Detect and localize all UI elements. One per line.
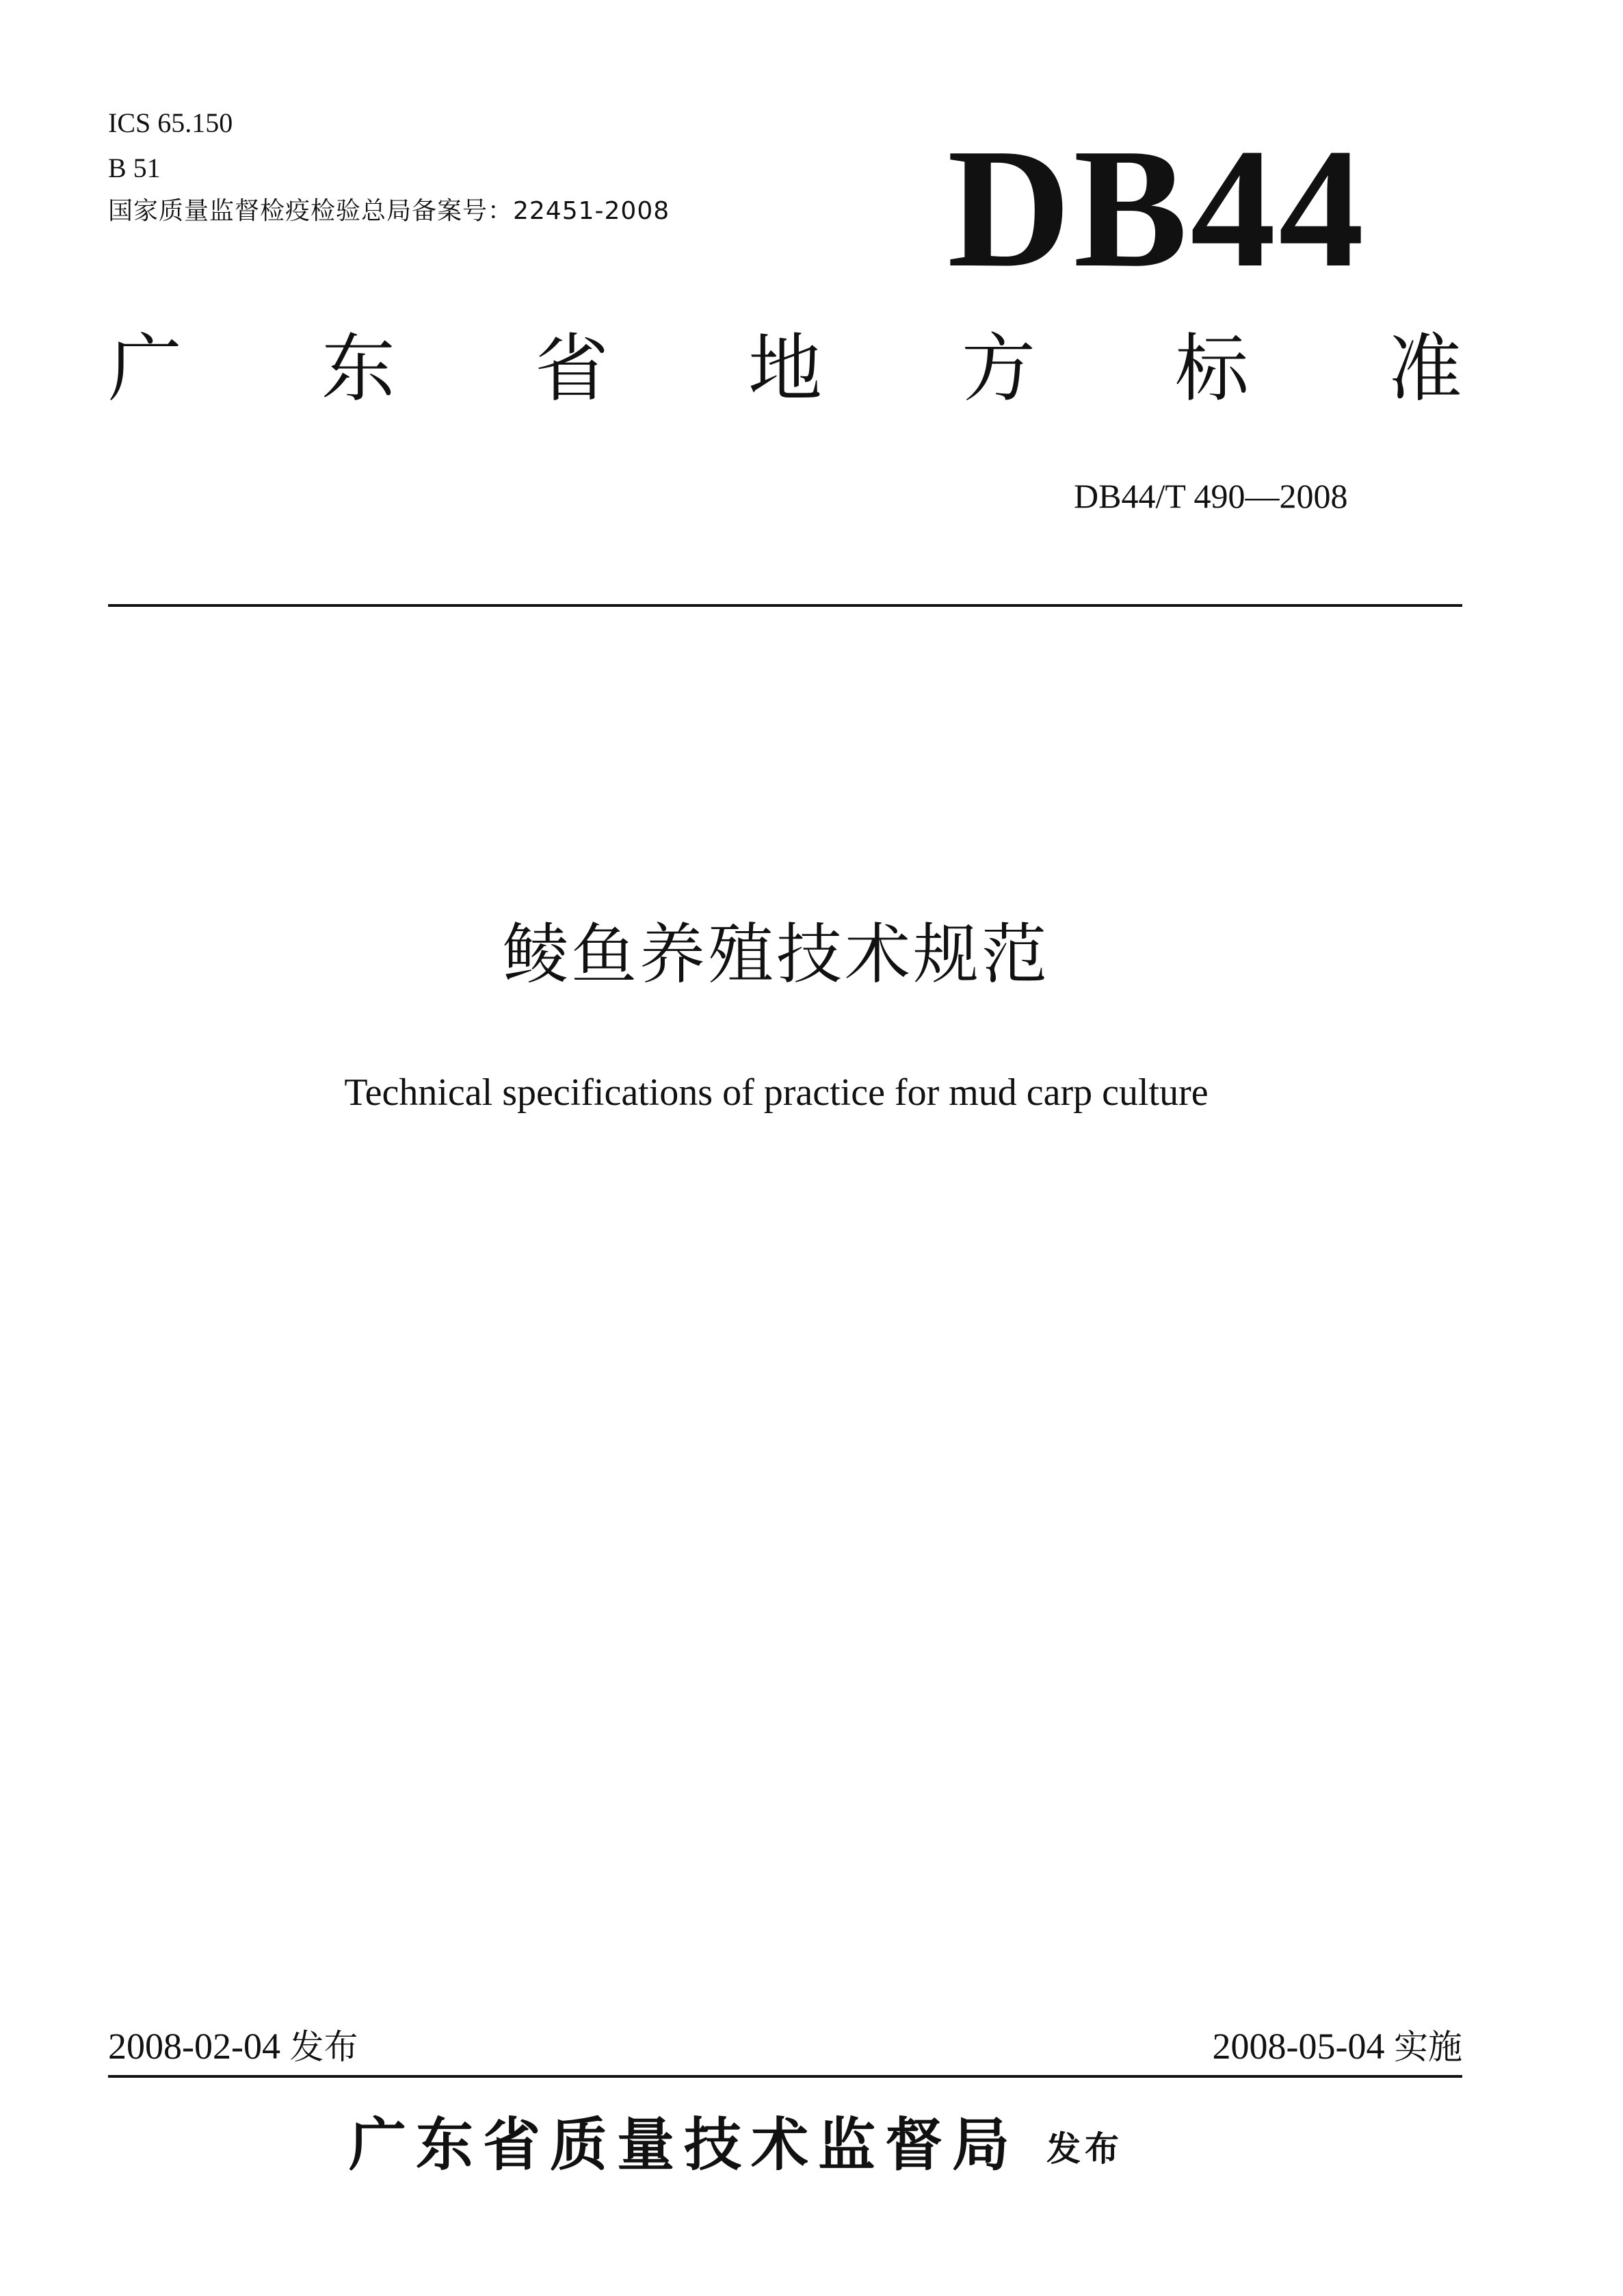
standard-number: DB44/T 490—2008 — [1074, 477, 1348, 515]
document-title-en: Technical specifications of practice for mud carp culture — [344, 1071, 1209, 1114]
issue-date — [108, 2024, 358, 2070]
standard-type-char: 准 — [1388, 326, 1462, 412]
standard-type-char: 方 — [961, 326, 1035, 412]
document-title-cn: 鲮鱼养殖技术规范 — [503, 916, 1050, 993]
standard-type-char: 地 — [748, 326, 822, 412]
record-number: 国家质量监督检疫检验总局备案号：22451-2008 — [108, 197, 670, 225]
standard-type-char: 东 — [321, 326, 395, 412]
ics-code: ICS 65.150 — [108, 107, 233, 138]
ccs-code: B 51 — [108, 153, 161, 183]
publisher-name: 广东省质量技术监督局 — [349, 2111, 1020, 2178]
issue-date-label: 发布 — [289, 2027, 358, 2067]
standard-type-heading — [108, 322, 1462, 417]
standard-type-char: 标 — [1174, 326, 1249, 412]
standard-mark: DB44 — [947, 114, 1367, 303]
issue-date-value: 2008-02-04 — [108, 2026, 280, 2067]
implementation-date-label: 实施 — [1394, 2027, 1462, 2067]
standard-type-char: 省 — [534, 326, 609, 412]
implementation-date-value: 2008-05-04 — [1212, 2026, 1385, 2067]
implementation-date — [1213, 2024, 1462, 2070]
standard-type-char: 广 — [108, 326, 183, 412]
publisher — [349, 2107, 1123, 2187]
top-divider — [108, 604, 1462, 607]
publisher-suffix: 发布 — [1046, 2129, 1124, 2169]
bottom-divider — [108, 2075, 1462, 2078]
